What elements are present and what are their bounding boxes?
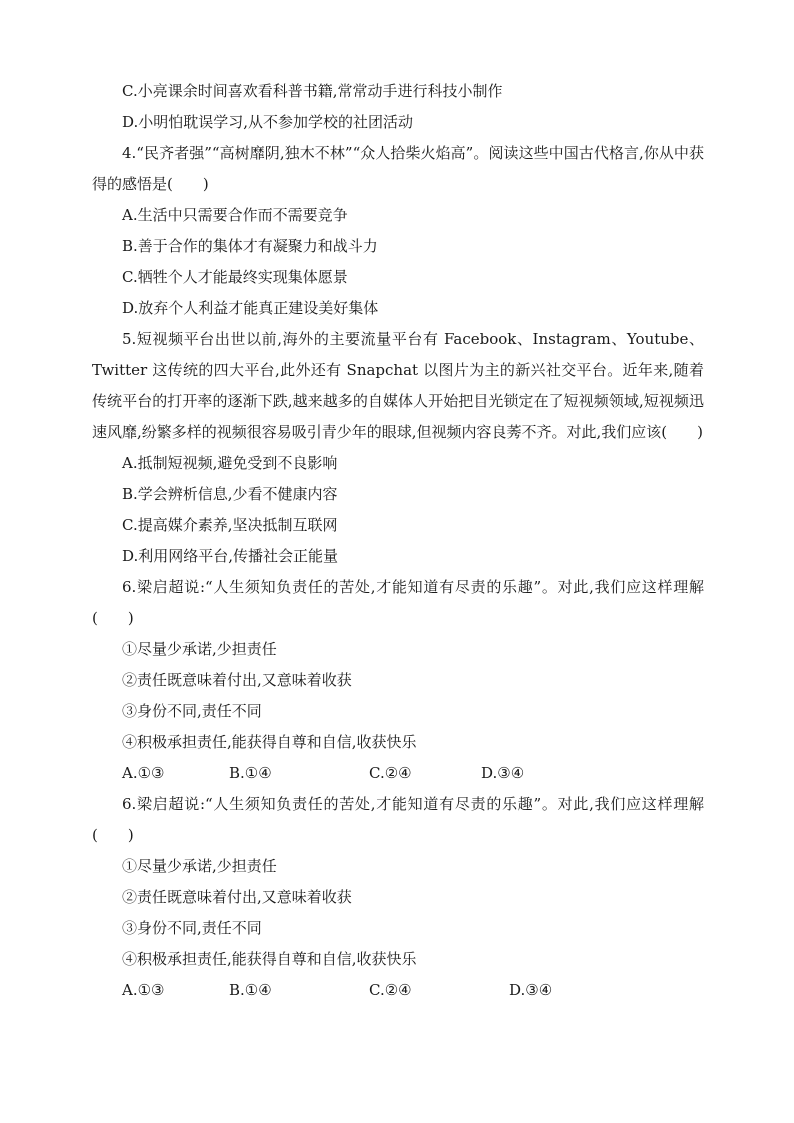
q6-first-item-4: ④积极承担责任,能获得自尊和自信,收获快乐: [122, 733, 417, 751]
q6-second-option-b: B.①④: [229, 981, 272, 999]
q6-first-item-1: ①尽量少承诺,少担责任: [122, 640, 277, 658]
q5-option-c: C.提高媒介素养,坚决抵制互联网: [122, 516, 338, 534]
q6-second-options: [92, 975, 704, 1006]
q6-first-options: [92, 758, 704, 789]
q6-first-item-2: ②责任既意味着付出,又意味着收获: [122, 671, 352, 689]
q6-first-option-d: D.③④: [481, 764, 525, 782]
q5-option-d: D.利用网络平台,传播社会正能量: [122, 547, 339, 565]
q6-second-stem: 6.梁启超说:“人生须知负责任的苦处,才能知道有尽责的乐趣”。对此,我们应这样理解( ): [92, 795, 704, 844]
q6-first-stem: 6.梁启超说:“人生须知负责任的苦处,才能知道有尽责的乐趣”。对此,我们应这样理解( ): [92, 578, 704, 627]
q6-second-item-4: ④积极承担责任,能获得自尊和自信,收获快乐: [122, 950, 417, 968]
q6-second-item-3: ③身份不同,责任不同: [122, 919, 262, 937]
q3-option-d: D.小明怕耽误学习,从不参加学校的社团活动: [122, 113, 414, 131]
q6-first-item-3: ③身份不同,责任不同: [122, 702, 262, 720]
q4-option-a: A.生活中只需要合作而不需要竞争: [122, 206, 348, 224]
q6-second-item-2: ②责任既意味着付出,又意味着收获: [122, 888, 352, 906]
q6-second-option-c: C.②④: [369, 981, 412, 999]
q6-second-item-1: ①尽量少承诺,少担责任: [122, 857, 277, 875]
q6-first-option-b: B.①④: [229, 764, 272, 782]
q6-second-option-d: D.③④: [509, 981, 553, 999]
q4-option-c: C.牺牲个人才能最终实现集体愿景: [122, 268, 348, 286]
q5-option-b: B.学会辨析信息,少看不健康内容: [122, 485, 338, 503]
q6-second-option-a: A.①③: [122, 981, 165, 999]
q6-first-option-c: C.②④: [369, 764, 412, 782]
q6-first-option-a: A.①③: [122, 764, 165, 782]
q5-stem: 5.短视频平台出世以前,海外的主要流量平台有 Facebook、Instagram、Youtube、Twitter 这传统的四大平台,此外还有 Snapchat 以图片为主的新兴社交平台。近年来,随着传统平台的打开率的逐渐下跌,越来越多的自媒体人开始把目光锁定在了短视频领域,短视频迅速风靡,纷繁多样的视频很容易吸引青少年的眼球,但视频内容良莠不齐。对此,我们应该( ): [92, 330, 704, 441]
q3-option-c: C.小亮课余时间喜欢看科普书籍,常常动手进行科技小制作: [122, 82, 503, 100]
exam-content: [92, 76, 704, 1006]
q5-option-a: A.抵制短视频,避免受到不良影响: [122, 454, 338, 472]
q4-option-d: D.放弃个人利益才能真正建设美好集体: [122, 299, 379, 317]
q4-option-b: B.善于合作的集体才有凝聚力和战斗力: [122, 237, 378, 255]
q4-stem: 4.“民齐者强”“高树靡阴,独木不林”“众人拾柴火焰高”。阅读这些中国古代格言,你从中获得的感悟是( ): [92, 144, 704, 193]
